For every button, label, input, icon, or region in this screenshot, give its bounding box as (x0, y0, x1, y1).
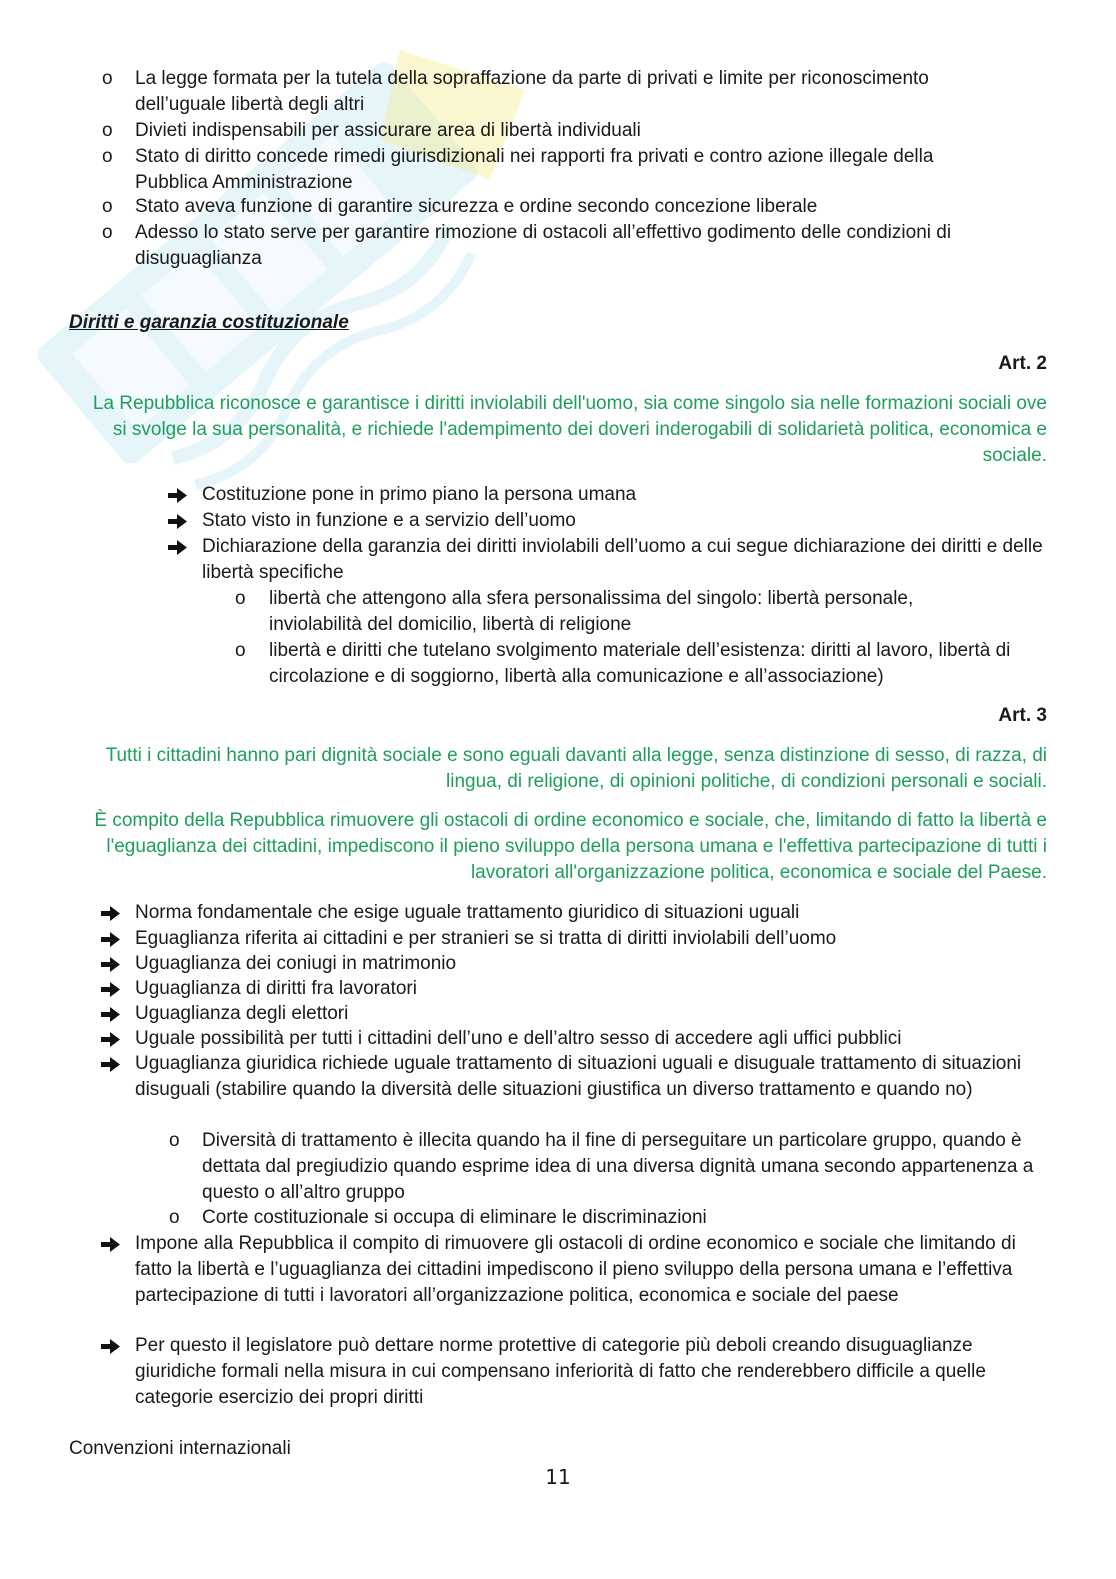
list-item: Uguale possibilità per tutti i cittadini dell’uno e dell’altro sesso di accedere agli uffici pubblici (135, 1026, 1046, 1051)
arrow-right-icon (101, 906, 120, 921)
list-item: Per questo il legislatore può dettare norme protettive di categorie più deboli creando disuguaglianze giuridiche formali nella misura in cui compensano inferiorità di fatto che renderebbero difficile a quelle categorie esercizio dei propri diritti (135, 1333, 1046, 1410)
circle-bullet: o (102, 196, 113, 217)
list-item: o Corte costituzionale si occupa di eliminare le discriminazioni (202, 1205, 1046, 1231)
list-item: Uguaglianza giuridica richiede uguale trattamento di situazioni uguali e disuguale trattamento di situazioni disuguali (stabilire quando la diversità delle situazioni giustifica un diverso trattamento e quando no) (135, 1051, 1031, 1128)
arrow-right-icon (168, 540, 187, 555)
arrow-right-icon (101, 957, 120, 972)
list-item: o Divieti indispensabili per assicurare area di libertà individuali (135, 118, 1006, 144)
arrow-right-icon (101, 1007, 120, 1022)
list-item: o libertà che attengono alla sfera personalissima del singolo: libertà personale, inviolabilità del domicilio, libertà di religione (235, 588, 914, 635)
footer-label: Convenzioni internazionali (69, 1438, 291, 1459)
list-item: Uguaglianza di diritti fra lavoratori (135, 976, 1046, 1001)
circle-bullet: o (102, 146, 113, 167)
list-item: Stato visto in funzione e a servizio dell’uomo (202, 508, 1046, 534)
list-item: Uguaglianza dei coniugi in matrimonio (135, 951, 1046, 976)
arrow-right-icon (101, 1032, 120, 1047)
section-title: Diritti e garanzia costituzionale (69, 312, 349, 333)
arrow-right-icon (101, 932, 120, 947)
list-item: Norma fondamentale che esige uguale trattamento giuridico di situazioni uguali (135, 900, 1046, 926)
list-item: Dichiarazione della garanzia dei diritti inviolabili dell’uomo a cui segue dichiarazione dei diritti e delle libertà specifiche (202, 534, 1046, 586)
arrow-right-icon (101, 1237, 120, 1252)
list-item: Eguaglianza riferita ai cittadini e per stranieri se si tratta di diritti inviolabili dell’uomo (135, 926, 1046, 951)
article-2-label: Art. 2 (998, 353, 1047, 374)
list-item: o La legge formata per la tutela della sopraffazione da parte di privati e limite per riconoscimento dell’uguale libertà degli altri (102, 68, 929, 115)
list-item: o Adesso lo stato serve per garantire rimozione di ostacoli all’effettivo godimento delle condizioni di disuguaglianza (102, 222, 952, 269)
list-item: Uguaglianza degli elettori (135, 1001, 1046, 1026)
list-item: Costituzione pone in primo piano la persona umana (202, 482, 1046, 508)
article-3-paragraph-1: Tutti i cittadini hanno pari dignità sociale e sono eguali davanti alla legge, senza distinzione di sesso, di razza, di lingua, di religione, di opinioni politiche, di condizioni personali e sociali. (105, 745, 1047, 792)
circle-bullet: o (102, 68, 113, 89)
list-item: o Stato di diritto concede rimedi giurisdizionali nei rapporti fra privati e contro azione illegale della Pubblica Amministrazione (102, 146, 934, 193)
circle-bullet: o (169, 1130, 180, 1151)
article-3-points (0, 900, 1116, 1410)
article-2-text: La Repubblica riconosce e garantisce i diritti inviolabili dell'uomo, sia come singolo sia nelle formazioni sociali ove si svolge la sua personalità, e richiede l'adempimento dei doveri inderogabili di solidarietà politica, economica e sociale. (92, 393, 1047, 466)
arrow-right-icon (101, 1339, 120, 1354)
page-number: 11 (545, 1465, 571, 1489)
article-2-points (0, 482, 1116, 690)
arrow-right-icon (101, 1057, 120, 1072)
circle-bullet: o (235, 588, 246, 609)
circle-bullet: o (102, 120, 113, 141)
list-item: o Stato aveva funzione di garantire sicurezza e ordine secondo concezione liberale (135, 194, 1006, 220)
intro-list (0, 66, 1116, 272)
list-item: Impone alla Repubblica il compito di rimuovere gli ostacoli di ordine economico e sociale che limitando di fatto la libertà e l’uguaglianza dei cittadini impediscono il pieno sviluppo della persona umana e l’effettiva partecipazione di tutti i lavoratori all’organizzazione politica, economica e sociale del paese (135, 1231, 1041, 1333)
circle-bullet: o (235, 640, 246, 661)
arrow-right-icon (168, 488, 187, 503)
arrow-right-icon (101, 982, 120, 997)
circle-bullet: o (169, 1207, 180, 1228)
list-item: o libertà e diritti che tutelano svolgimento materiale dell’esistenza: diritti al lavoro, libertà di circolazione e di soggiorno, libertà alla comunicazione e all’associazione) (235, 640, 1011, 687)
list-item: o Diversità di trattamento è illecita quando ha il fine di perseguitare un particolare gruppo, quando è dettata dal pregiudizio quando esprime idea di una diversa dignità umana secondo appartenenza a questo o all’altro gruppo (169, 1130, 1034, 1203)
circle-bullet: o (102, 222, 113, 243)
article-3-paragraph-2: È compito della Repubblica rimuovere gli ostacoli di ordine economico e sociale, che, limitando di fatto la libertà e l'eguaglianza dei cittadini, impediscono il pieno sviluppo della persona umana e l'effettiva partecipazione di tutti i lavoratori all'organizzazione politica, economica e sociale del Paese. (94, 810, 1047, 883)
article-3-label: Art. 3 (998, 705, 1047, 726)
arrow-right-icon (168, 514, 187, 529)
